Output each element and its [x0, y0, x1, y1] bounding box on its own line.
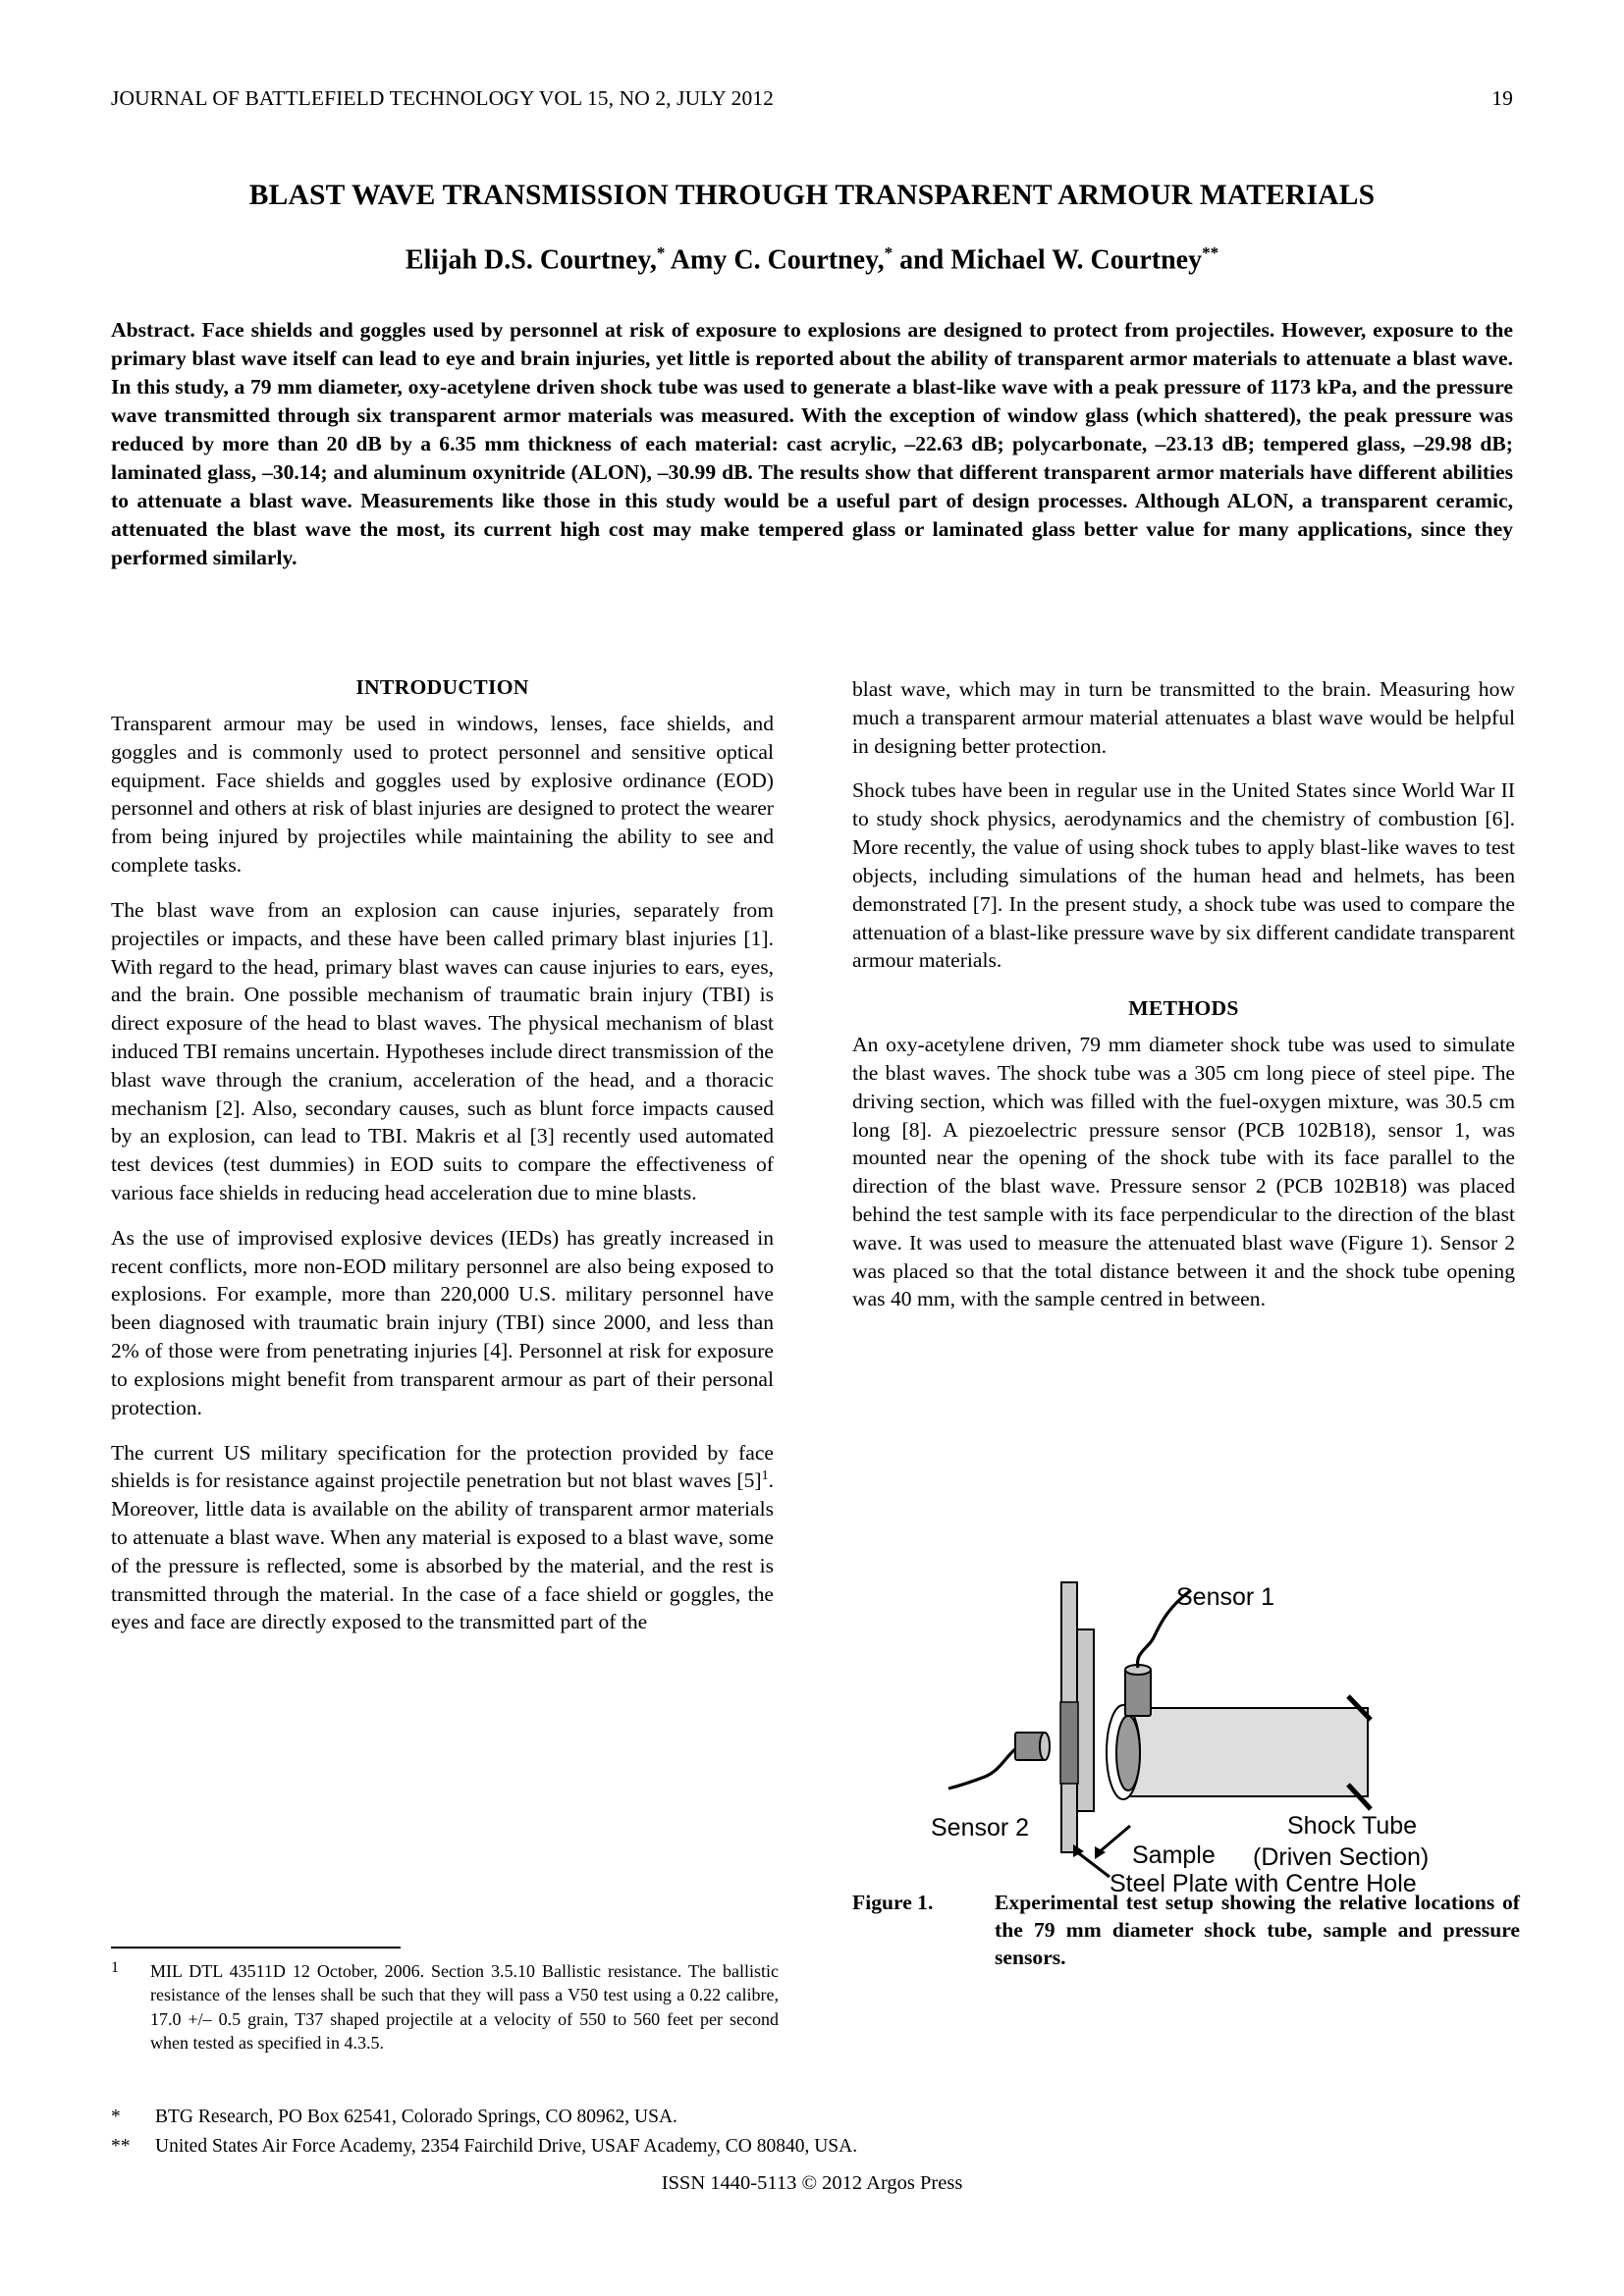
sample-shape [1060, 1702, 1078, 1784]
paragraph-text-after-footnote: . Moreover, little data is available on the ability of transparent armor materials to attenuate a blast wave. When any material is exposed to a blast wave, some of the pressure is reflected, some is absorbed by the material, and the rest is transmitted through the material. In the case of a face shield or goggles, the eyes and face are directly exposed to the transmitted part of the [111, 1468, 774, 1634]
left-column [111, 675, 774, 1636]
shock-tube-label-line1: Shock Tube [1287, 1812, 1418, 1840]
paragraph-with-footnote-ref [111, 1439, 774, 1637]
paragraph: The blast wave from an explosion can cause injuries, separately from projectiles or impacts, and these have been called primary blast injuries [1]. With regard to the head, primary blast waves can cause injuries to ears, eyes, and the brain. One possible mechanism of traumatic brain injury (TBI) is direct exposure of the head to blast waves. The physical mechanism of blast induced TBI remains uncertain. Hypotheses include direct transmission of the blast wave through the cranium, acceleration of the head, and a thoracic mechanism [2]. Also, secondary causes, such as blunt force impacts caused by an explosion, can lead to TBI. Makris et al [3] recently used automated test devices (test dummies) in EOD suits to compare the effectiveness of various face shields in reducing head acceleration due to mine blasts. [111, 897, 774, 1204]
sensor-2-label: Sensor 2 [931, 1814, 1030, 1842]
affiliation-text: BTG Research, PO Box 62541, Colorado Springs, CO 80962, USA. [155, 2107, 677, 2127]
affiliation-row [111, 2132, 1191, 2162]
abstract: Abstract. Face shields and goggles used by personnel at risk of exposure to explosions are designed to protect from projectiles. However, exposure to the primary blast wave itself can lead to eye and brain injuries, yet little is reported about the ability of transparent armor materials to attenuate a blast wave. In this study, a 79 mm diameter, oxy-acetylene driven shock tube was used to generate a blast-like wave with a peak pressure of 1173 kPa, and the pressure wave transmitted through six transparent armor materials was measured. With the exception of window glass (which shattered), the peak pressure was reduced by more than 20 dB by a 6.35 mm thickness of each material: cast acrylic, –22.63 dB; polycarbonate, –23.13 dB; tempered glass, –29.98 dB; laminated glass, –30.14; and aluminum oxynitride (ALON), –30.99 dB. The results show that different transparent armor materials have different abilities to attenuate a blast wave. Measurements like those in this study would be a useful part of design processes. Although ALON, a transparent ceramic, attenuated the blast wave the most, its current high cost may make tempered glass or laminated glass better value for many applications, since they performed similarly. [111, 318, 1513, 570]
sensor-2-face [1040, 1733, 1050, 1760]
footnote-reference: 1 [761, 1468, 769, 1484]
author-2-affiliation-mark: * [884, 243, 893, 262]
journal-reference: JOURNAL OF BATTLEFIELD TECHNOLOGY VOL 15, NO 2, JULY 2012 [111, 86, 775, 110]
page-number: 19 [1491, 86, 1513, 110]
figure-1-caption [852, 1889, 1520, 1971]
sensor-2-cable [948, 1749, 1015, 1789]
paragraph: blast wave, which may in turn be transmitted to the brain. Measuring how much a transparent armour material attenuates a blast wave would be helpful in designing better protection. [852, 677, 1515, 758]
paragraph: An oxy-acetylene driven, 79 mm diameter shock tube was used to simulate the blast waves. The shock tube was a 305 cm long piece of steel pipe. The driving section, which was filled with the fuel-oxygen mixture, was 30.5 cm long [8]. A piezoelectric pressure sensor (PCB 102B18), sensor 1, was mounted near the opening of the shock tube with its face parallel to the direction of the blast wave. Pressure sensor 2 (PCB 102B18) was placed behind the test sample with its face perpendicular to the direction of the blast wave. It was used to measure the attenuated blast wave (Figure 1). Sensor 2 was placed so that the total distance between it and the shock tube opening was 40 mm, with the sample centred in between. [852, 1033, 1515, 1311]
affiliation-mark: * [111, 2107, 121, 2127]
footnote-marker: 1 [111, 1959, 119, 1976]
affiliation-mark: ** [111, 2135, 131, 2157]
sensor-1-label: Sensor 1 [1176, 1583, 1275, 1611]
sample-leader-line [1098, 1826, 1130, 1853]
sample-holder-shape [1077, 1629, 1094, 1811]
author-list [111, 243, 1513, 276]
steel-plate-label: Steel Plate with Centre Hole [1110, 1870, 1417, 1897]
paragraph: Transparent armour may be used in windows, lenses, face shields, and goggles and is commonly used to protect personnel and sensitive optical equipment. Face shields and goggles used by explosive ordinance (EOD) personnel and others at risk of blast injuries are designed to protect the wearer from being injured by projectiles while maintaining the ability to see and complete tasks. [111, 712, 774, 878]
section-heading-methods: METHODS [1128, 996, 1239, 1021]
author-3-name: and Michael W. Courtney [899, 244, 1203, 276]
author-1-affiliation-mark: * [656, 243, 666, 262]
affiliation-row [111, 2103, 1191, 2132]
sensor-1-body [1125, 1669, 1151, 1716]
author-3-affiliation-mark: ** [1202, 243, 1219, 262]
footnote-separator [111, 1947, 401, 1949]
shock-tube-body [1122, 1708, 1368, 1796]
figure-1 [852, 1571, 1520, 1971]
affiliations [111, 2103, 1191, 2161]
right-column [852, 675, 1515, 1313]
issn-footer: ISSN 1440-5113 © 2012 Argos Press [661, 2172, 963, 2194]
footnote-1 [111, 1959, 779, 2056]
shock-tube-bore [1116, 1716, 1140, 1790]
paragraph: Shock tubes have been in regular use in the United States since World War II to study shock physics, aerodynamics and the chemistry of combustion [6]. More recently, the value of using shock tubes to apply blast-like waves to test objects, including simulations of the human head and helmets, has been demonstrated [7]. In the present study, a shock tube was used to compare the attenuation of a blast-like pressure wave by six different candidate transparent armour materials. [852, 778, 1515, 973]
author-2-name: Amy C. Courtney, [670, 244, 885, 276]
paragraph: As the use of improvised explosive devices (IEDs) has greatly increased in recent conflicts, more non-EOD military personnel are also being exposed to explosions. For example, more than 220,000 U.S. military personnel have been diagnosed with traumatic brain injury (TBI) since 2000, and less than 2% of those were from penetrating injuries [4]. Personnel at risk for exposure to explosions might benefit from transparent armour as part of their personal protection. [111, 1225, 774, 1419]
page-title: BLAST WAVE TRANSMISSION THROUGH TRANSPARENT ARMOUR MATERIALS [248, 180, 1376, 211]
affiliation-text: United States Air Force Academy, 2354 Fairchild Drive, USAF Academy, CO 80840, USA. [155, 2135, 858, 2157]
paragraph-text-before-footnote: The current US military specification for the protection provided by face shields is for resistance against projectile penetration but not blast waves [5] [111, 1440, 774, 1493]
footnote-text: MIL DTL 43511D 12 October, 2006. Section 3.5.10 Ballistic resistance. The ballistic resistance of the lenses shall be such that they will pass a V50 test using a 0.22 calibre, 17.0 +/– 0.5 grain, T37 shaped projectile at a velocity of 550 to 560 feet per second when tested as specified in 4.3.5. [150, 1961, 779, 2054]
section-heading-introduction: INTRODUCTION [355, 675, 529, 699]
steel-plate-leader-line [1076, 1851, 1110, 1877]
running-head [111, 86, 1513, 111]
shock-tube-label-line2: (Driven Section) [1253, 1843, 1430, 1871]
figure-1-caption-label: Figure 1. [852, 1891, 934, 1914]
sample-label: Sample [1132, 1842, 1216, 1869]
figure-1-caption-text: Experimental test setup showing the relative locations of the 79 mm diameter shock tube, sample and pressure sensors. [995, 1891, 1520, 1970]
figure-1-artwork [852, 1571, 1520, 1897]
author-1-name: Elijah D.S. Courtney, [405, 244, 657, 276]
